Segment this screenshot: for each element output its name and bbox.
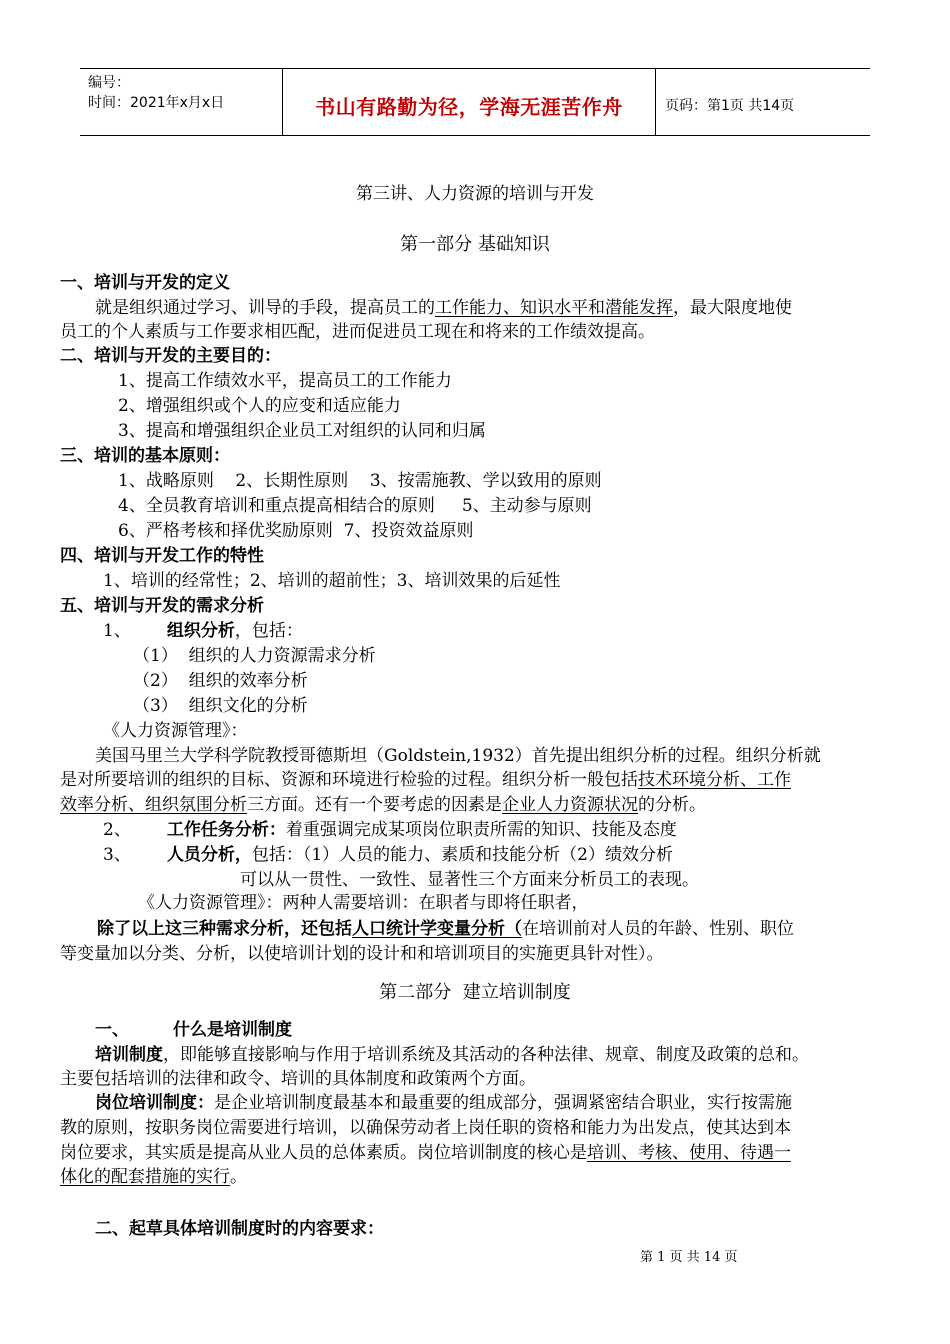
analysis-item [103, 843, 673, 867]
paragraph [95, 1091, 792, 1115]
text: 的分析。 [638, 795, 706, 815]
list-item: 1、战略原则 2、长期性原则 3、按需施教、学以致用的原则 [118, 471, 602, 491]
header-motto-cell [282, 69, 656, 135]
part1-title: 第一部分 基础知识 [400, 234, 550, 255]
paragraph [60, 1141, 791, 1165]
paragraph [60, 1165, 247, 1189]
underlined-text: 技术环境分析、工作 [638, 770, 791, 790]
underlined-text: 人口统计学变量分析（ [352, 919, 522, 939]
section-heading [95, 1018, 292, 1042]
bold-text: 除了以上这三种需求分析，还包括 [97, 919, 352, 939]
sub-item: （2） 组织的效率分析 [133, 671, 308, 691]
section-heading: 三、培训的基本原则： [60, 446, 230, 466]
paragraph: 可以从一贯性、一致性、显著性三个方面来分析员工的表现。 [240, 870, 699, 890]
doc-title: 第三讲、人力资源的培训与开发 [356, 184, 594, 204]
list-item: 6、严格考核和择优奖励原则 7、投资效益原则 [118, 521, 474, 541]
book-reference: 《人力资源管理》： [103, 721, 248, 741]
paragraph: 《人力资源管理》：两种人需要培训：在职者与即将任职者， [138, 893, 589, 913]
item-number: 1、 [103, 621, 131, 641]
underlined-text: 体化的配套措施的实行 [60, 1167, 230, 1187]
header-page-cell [655, 69, 870, 135]
item-title: 工作任务分析： [166, 820, 286, 840]
section-number: 一、 [95, 1020, 129, 1040]
paragraph [60, 793, 706, 817]
section-heading: 四、培训与开发工作的特性 [60, 546, 264, 566]
bold-text: 培训制度 [95, 1045, 163, 1065]
text: 三方面。还有一个要考虑的因素是 [247, 795, 502, 815]
text: 包括：（1）人员的能力、素质和技能分析（2）绩效分析 [251, 845, 673, 865]
underlined-text: 企业人力资源状况 [502, 795, 638, 815]
text: ，即能够直接影响与作用于培训系统及其活动的各种法律、规章、制度及政策的总和。 [163, 1045, 809, 1065]
list-item: 1、提高工作绩效水平，提高员工的工作能力 [118, 371, 452, 391]
text: 在培训前对人员的年龄、性别、职位 [522, 919, 794, 939]
time-label: 时间：2021年x月x日 [88, 95, 225, 111]
section-title: 什么是培训制度 [173, 1020, 292, 1040]
sub-item: （1） 组织的人力资源需求分析 [133, 646, 376, 666]
item-title: 组织分析 [166, 621, 235, 641]
underlined-text: 工作能力、知识水平和潜能发挥 [435, 298, 673, 318]
analysis-item [103, 619, 303, 643]
motto: 书山有路勤为径，学海无涯苦作舟 [315, 95, 623, 119]
text: ，最大限度地使 [673, 298, 792, 318]
page-header [80, 68, 870, 136]
paragraph: 美国马里兰大学科学院教授哥德斯坦（Goldstein,1932）首先提出组织分析的过程。组织分析就 [95, 746, 821, 766]
section-heading: 二、培训与开发的主要目的： [60, 346, 281, 366]
paragraph: 等变量加以分类、分析，以使培训计划的设计和和培训项目的实施更具针对性）。 [60, 944, 664, 964]
code-label: 编号： [88, 75, 130, 91]
item-title: 人员分析， [166, 845, 252, 865]
bold-text: 岗位培训制度： [95, 1093, 214, 1113]
section-heading: 二、起草具体培训制度时的内容要求： [95, 1219, 384, 1239]
part2-title: 第二部分 建立培训制度 [379, 982, 571, 1003]
paragraph [95, 1043, 809, 1067]
item-number: 3、 [103, 845, 131, 865]
sub-item: （3） 组织文化的分析 [133, 696, 308, 716]
list-item: 3、提高和增强组织企业员工对组织的认同和归属 [118, 421, 486, 441]
text: 。 [230, 1167, 247, 1187]
header-meta-cell [80, 69, 282, 135]
text: 就是组织通过学习、训导的手段，提高员工的 [95, 298, 435, 318]
list-item: 2、增强组织或个人的应变和适应能力 [118, 396, 401, 416]
text: 岗位要求，其实质是提高从业人员的总体素质。岗位培训制度的核心是 [60, 1143, 587, 1163]
page-footer: 第 1 页 共 14 页 [640, 1250, 738, 1265]
list-item: 1、培训的经常性；2、培训的超前性；3、培训效果的后延性 [103, 571, 561, 591]
paragraph [60, 768, 791, 792]
section-heading: 一、培训与开发的定义 [60, 273, 230, 293]
item-number: 2、 [103, 820, 131, 840]
page-info: 页码：第1页 共14页 [665, 98, 795, 114]
underlined-text: 培训、考核、使用、待遇一 [587, 1143, 791, 1163]
text: 是对所要培训的组织的目标、资源和环境进行检验的过程。组织分析一般包括 [60, 770, 638, 790]
text: 着重强调完成某项岗位职责所需的知识、技能及态度 [285, 820, 677, 840]
text: 是企业培训制度最基本和最重要的组成部分，强调紧密结合职业，实行按需施 [214, 1093, 792, 1113]
text: ，包括： [234, 621, 303, 641]
paragraph [95, 296, 792, 320]
paragraph: 员工的个人素质与工作要求相匹配，进而促进员工现在和将来的工作绩效提高。 [60, 322, 655, 342]
underlined-text: 效率分析、组织氛围分析 [60, 795, 247, 815]
section-heading: 五、培训与开发的需求分析 [60, 596, 264, 616]
list-item: 4、全员教育培训和重点提高相结合的原则 5、主动参与原则 [118, 496, 592, 516]
paragraph [97, 917, 794, 941]
paragraph: 主要包括培训的法律和政令、培训的具体制度和政策两个方面。 [60, 1069, 536, 1089]
paragraph: 教的原则，按职务岗位需要进行培训，以确保劳动者上岗任职的资格和能力为出发点，使其达到本 [60, 1118, 791, 1138]
analysis-item [103, 818, 677, 842]
